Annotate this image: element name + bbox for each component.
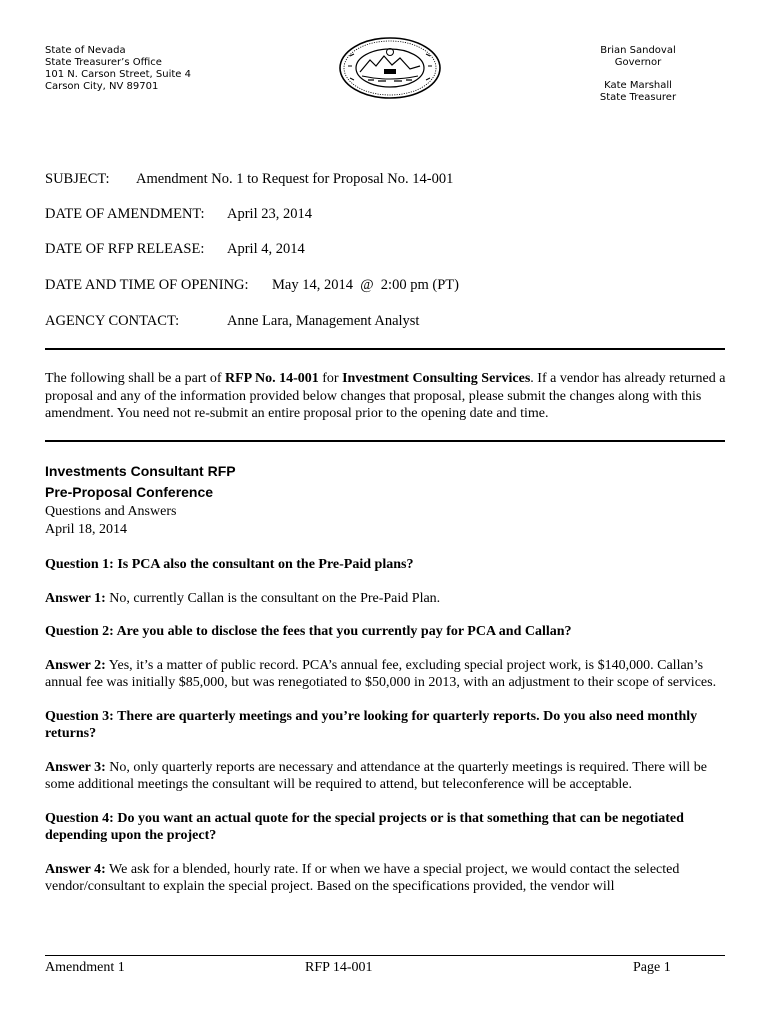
answer-label: Answer 3: — [45, 759, 106, 775]
footer-page-number: Page 1 — [633, 960, 671, 975]
rfp-release-date-field — [45, 241, 305, 258]
opening-date-field — [45, 277, 459, 294]
address-line: Carson City, NV 89701 — [45, 81, 159, 92]
address-line: State of Nevada — [45, 45, 126, 56]
answer-text: No, currently Callan is the consultant on the Pre-Paid Plan. — [105, 590, 441, 606]
divider — [45, 440, 725, 442]
intro-paragraph — [45, 370, 735, 423]
intro-text: The following shall be a part of — [45, 371, 226, 386]
officials-block — [568, 45, 708, 104]
answer-text: Yes, it’s a matter of public record. PCA’s annual fee, excluding special project work, is $140,000. Callan’s annual fee was initially $85,000, but was renegotiated to $50,000 in 2013, with an adjustment to their scope of services. — [45, 657, 717, 690]
footer-divider — [45, 955, 725, 956]
treasurer-title: State Treasurer — [599, 92, 677, 103]
section-heading: Investments Consultant RFP — [45, 463, 236, 479]
field-label: SUBJECT: — [45, 171, 110, 187]
question-2: Question 2: Are you able to disclose the fees that you currently pay for PCA and Callan? — [45, 624, 572, 639]
intro-text: . If a vendor has already returned a proposal and any of the information provided below changes that proposal, please submit the changes along with this amendment. You need not re-submit an entire proposal prior to the opening date and time. — [45, 371, 726, 421]
question-1: Question 1: Is PCA also the consultant on the Pre-Paid plans? — [45, 557, 414, 572]
answer-text: No, only quarterly reports are necessary and attendance at the quarterly meetings is required. There will be some additional meetings the consultant will be required to attend, but teleconference will be acceptable. — [45, 759, 707, 792]
question-3: Question 3: There are quarterly meetings and you’re looking for quarterly reports. Do you also need monthly returns? — [45, 708, 698, 741]
answer-1 — [45, 590, 730, 608]
field-value: Anne Lara, Management Analyst — [227, 313, 420, 329]
governor-name: Brian Sandoval — [600, 45, 676, 56]
field-label: DATE OF AMENDMENT: — [45, 206, 205, 222]
subject-field — [45, 171, 454, 188]
field-value: April 23, 2014 — [227, 206, 312, 222]
answer-text: We ask for a blended, hourly rate. If or when we have a special project, we would contact the selected vendor/consultant to explain the special project. Based on the specifications provided, the vendor will — [45, 861, 680, 894]
section-subheading: Pre-Proposal Conference — [45, 484, 214, 500]
answer-label: Answer 1: — [45, 590, 106, 606]
amendment-date-field — [45, 206, 312, 223]
answer-4 — [45, 861, 730, 896]
field-label: DATE OF RFP RELEASE: — [45, 241, 205, 257]
qa-section — [45, 461, 730, 896]
divider — [45, 348, 725, 350]
field-label: AGENCY CONTACT: — [45, 313, 180, 329]
agency-address — [45, 45, 191, 93]
footer-amendment: Amendment 1 — [45, 960, 125, 975]
treasurer-name: Kate Marshall — [604, 80, 672, 91]
governor-title: Governor — [614, 57, 662, 68]
rfp-number: RFP No. 14-001 — [225, 371, 319, 386]
answer-2 — [45, 657, 730, 692]
address-line: State Treasurer’s Office — [45, 57, 162, 68]
intro-text: for — [318, 371, 343, 386]
field-label: DATE AND TIME OF OPENING: — [45, 277, 249, 293]
answer-3 — [45, 759, 730, 794]
state-seal-icon — [338, 36, 442, 100]
field-value: Amendment No. 1 to Request for Proposal No. 14-001 — [136, 171, 454, 187]
section-subtitle: Questions and Answers — [45, 504, 177, 519]
question-4: Question 4: Do you want an actual quote for the special projects or is that something that can be negotiated depending upon the project? — [45, 810, 684, 843]
section-date: April 18, 2014 — [45, 521, 128, 537]
field-value: April 4, 2014 — [227, 241, 305, 257]
field-value: May 14, 2014 @ 2:00 pm (PT) — [272, 277, 459, 293]
address-line: 101 N. Carson Street, Suite 4 — [45, 69, 191, 80]
footer-rfp-number: RFP 14-001 — [305, 960, 373, 975]
answer-label: Answer 4: — [45, 861, 106, 877]
service-name: Investment Consulting Services — [342, 371, 531, 386]
agency-contact-field — [45, 313, 420, 330]
answer-label: Answer 2: — [45, 657, 106, 673]
